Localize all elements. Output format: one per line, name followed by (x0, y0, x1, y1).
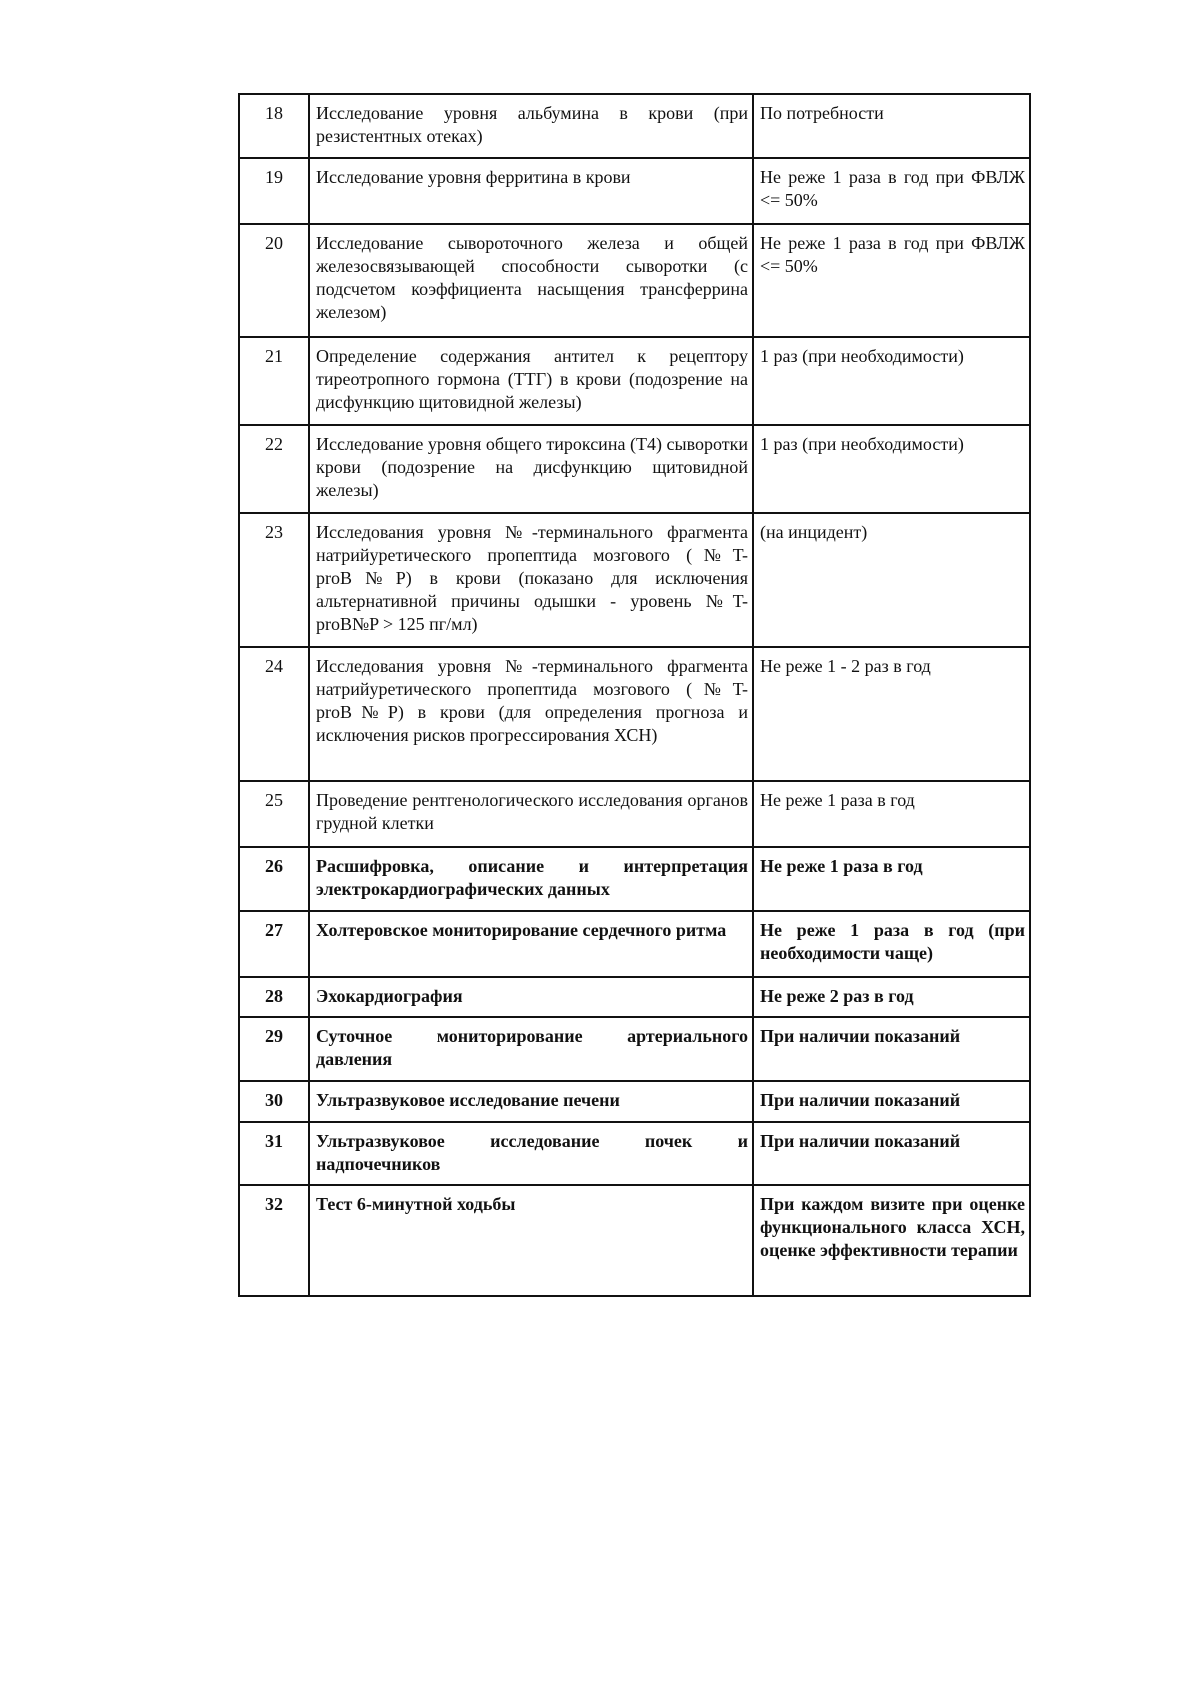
row-number: 29 (239, 1017, 309, 1081)
procedure-frequency: (на инцидент) (753, 513, 1030, 647)
row-number: 27 (239, 911, 309, 977)
procedures-table (238, 93, 1031, 1297)
procedure-description: Проведение рентгенологического исследования органов грудной клетки (309, 781, 753, 847)
row-number: 31 (239, 1122, 309, 1185)
table-row (239, 224, 1030, 337)
table-row (239, 94, 1030, 158)
table-row (239, 1122, 1030, 1185)
procedure-description: Эхокардиография (309, 977, 753, 1017)
row-number: 18 (239, 94, 309, 158)
procedure-description: Исследование уровня общего тироксина (Т4) сыворотки крови (подозрение на дисфункцию щитовидной железы) (309, 425, 753, 513)
procedure-frequency: Не реже 1 раза в год (753, 847, 1030, 911)
procedure-description: Суточное мониторирование артериального давления (309, 1017, 753, 1081)
row-number: 22 (239, 425, 309, 513)
table-row (239, 781, 1030, 847)
procedure-description: Тест 6-минутной ходьбы (309, 1185, 753, 1296)
procedure-frequency: При наличии показаний (753, 1017, 1030, 1081)
table-row (239, 158, 1030, 224)
procedure-description: Исследование сывороточного железа и общей железосвязывающей способности сыворотки (с подсчетом коэффициента насыщения трансферрина железом) (309, 224, 753, 337)
procedure-description: Расшифровка, описание и интерпретация электрокардиографических данных (309, 847, 753, 911)
row-number: 28 (239, 977, 309, 1017)
procedure-description: Ультразвуковое исследование печени (309, 1081, 753, 1122)
procedure-description: Определение содержания антител к рецептору тиреотропного гормона (ТТГ) в крови (подозрение на дисфункцию щитовидной железы) (309, 337, 753, 425)
procedures-table-body (239, 94, 1030, 1296)
procedure-frequency: 1 раз (при необходимости) (753, 425, 1030, 513)
procedure-frequency: Не реже 1 раза в год (753, 781, 1030, 847)
procedure-frequency: Не реже 2 раз в год (753, 977, 1030, 1017)
row-number: 30 (239, 1081, 309, 1122)
row-number: 24 (239, 647, 309, 781)
procedure-frequency: При наличии показаний (753, 1081, 1030, 1122)
row-number: 26 (239, 847, 309, 911)
row-number: 25 (239, 781, 309, 847)
procedure-description: Исследования уровня №-терминального фрагмента натрийуретического пропептида мозгового (№T-proB№P) в крови (для определения прогноза и исключения рисков прогрессирования ХСН) (309, 647, 753, 781)
procedure-description: Ультразвуковое исследование почек и надпочечников (309, 1122, 753, 1185)
row-number: 21 (239, 337, 309, 425)
procedure-frequency: По потребности (753, 94, 1030, 158)
table-row (239, 911, 1030, 977)
table-row (239, 425, 1030, 513)
table-row (239, 1017, 1030, 1081)
table-row (239, 1081, 1030, 1122)
row-number: 23 (239, 513, 309, 647)
table-row (239, 977, 1030, 1017)
procedure-frequency: Не реже 1 раза в год (при необходимости чаще) (753, 911, 1030, 977)
procedure-frequency: Не реже 1 раза в год при ФВЛЖ <= 50% (753, 158, 1030, 224)
procedure-frequency: При наличии показаний (753, 1122, 1030, 1185)
table-row (239, 1185, 1030, 1296)
row-number: 32 (239, 1185, 309, 1296)
procedure-description: Исследования уровня №-терминального фрагмента натрийуретического пропептида мозгового (№T-proB№P) в крови (показано для исключения альтернативной причины одышки - уровень №T-proB№P > 125 пг/мл) (309, 513, 753, 647)
table-row (239, 847, 1030, 911)
procedure-frequency: При каждом визите при оценке функционального класса ХСН, оценке эффективности терапии (753, 1185, 1030, 1296)
row-number: 19 (239, 158, 309, 224)
table-row (239, 647, 1030, 781)
table-row (239, 337, 1030, 425)
procedure-frequency: Не реже 1 раза в год при ФВЛЖ <= 50% (753, 224, 1030, 337)
procedure-description: Холтеровское мониторирование сердечного ритма (309, 911, 753, 977)
row-number: 20 (239, 224, 309, 337)
procedure-frequency: 1 раз (при необходимости) (753, 337, 1030, 425)
procedure-description: Исследование уровня альбумина в крови (при резистентных отеках) (309, 94, 753, 158)
table-row (239, 513, 1030, 647)
procedure-frequency: Не реже 1 - 2 раз в год (753, 647, 1030, 781)
procedure-description: Исследование уровня ферритина в крови (309, 158, 753, 224)
